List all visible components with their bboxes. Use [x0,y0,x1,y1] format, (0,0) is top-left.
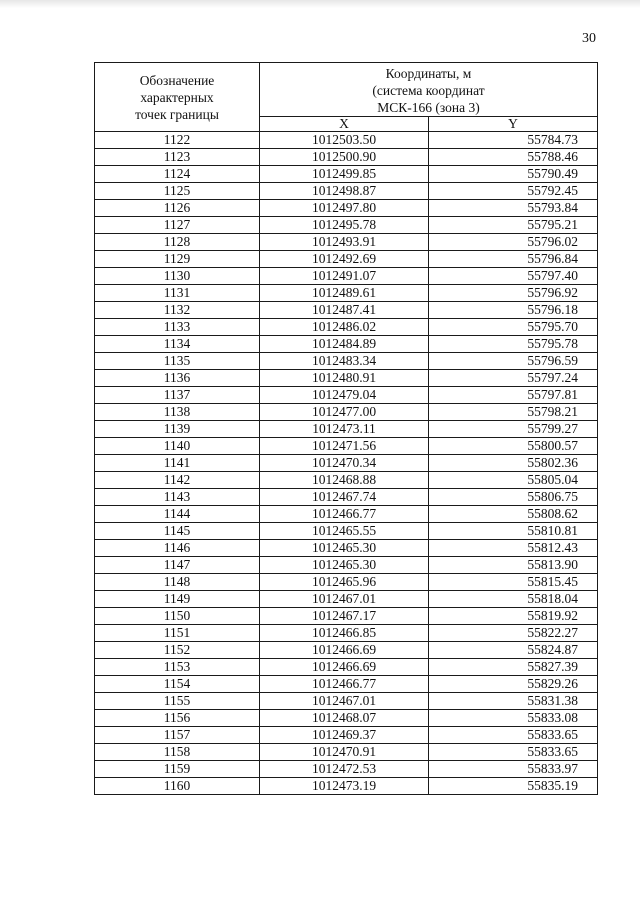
x-cell: 1012467.01 [260,693,429,710]
table-row [95,132,598,149]
point-cell: 1157 [95,727,260,744]
table-row [95,710,598,727]
coordinates-table [94,62,598,795]
table-row [95,149,598,166]
y-cell: 55833.65 [429,744,598,761]
table-header [95,63,598,132]
point-cell: 1152 [95,642,260,659]
y-cell: 55833.08 [429,710,598,727]
x-cell: 1012473.19 [260,778,429,795]
x-cell: 1012465.96 [260,574,429,591]
table-row [95,523,598,540]
y-cell: 55815.45 [429,574,598,591]
table-row [95,693,598,710]
point-cell: 1130 [95,268,260,285]
point-cell: 1158 [95,744,260,761]
x-cell: 1012467.74 [260,489,429,506]
header-x: X [260,117,429,132]
table-row [95,387,598,404]
table-body [95,132,598,795]
table-row [95,778,598,795]
table-row [95,268,598,285]
y-cell: 55797.24 [429,370,598,387]
scan-shadow [0,0,640,8]
x-cell: 1012503.50 [260,132,429,149]
point-cell: 1131 [95,285,260,302]
point-cell: 1138 [95,404,260,421]
point-cell: 1145 [95,523,260,540]
x-cell: 1012473.11 [260,421,429,438]
x-cell: 1012477.00 [260,404,429,421]
y-cell: 55810.81 [429,523,598,540]
x-cell: 1012468.07 [260,710,429,727]
table-row [95,302,598,319]
y-cell: 55796.02 [429,234,598,251]
table-row [95,251,598,268]
x-cell: 1012486.02 [260,319,429,336]
table-row [95,404,598,421]
y-cell: 55793.84 [429,200,598,217]
y-cell: 55822.27 [429,625,598,642]
x-cell: 1012492.69 [260,251,429,268]
table-row [95,744,598,761]
table-row [95,217,598,234]
table-row [95,319,598,336]
x-cell: 1012500.90 [260,149,429,166]
point-cell: 1128 [95,234,260,251]
y-cell: 55796.84 [429,251,598,268]
x-cell: 1012470.91 [260,744,429,761]
y-cell: 55784.73 [429,132,598,149]
point-cell: 1126 [95,200,260,217]
table-row [95,608,598,625]
x-cell: 1012466.69 [260,659,429,676]
table-row [95,506,598,523]
x-cell: 1012497.80 [260,200,429,217]
point-cell: 1123 [95,149,260,166]
table-row [95,676,598,693]
y-cell: 55796.18 [429,302,598,319]
x-cell: 1012479.04 [260,387,429,404]
x-cell: 1012491.07 [260,268,429,285]
table-row [95,625,598,642]
table-row [95,659,598,676]
y-cell: 55829.26 [429,676,598,693]
y-cell: 55812.43 [429,540,598,557]
point-cell: 1127 [95,217,260,234]
x-cell: 1012465.55 [260,523,429,540]
point-cell: 1142 [95,472,260,489]
x-cell: 1012480.91 [260,370,429,387]
table-row [95,761,598,778]
x-cell: 1012483.34 [260,353,429,370]
y-cell: 55792.45 [429,183,598,200]
header-coordinates: Координаты, м (система координат МСК-166 (зона 3) [260,63,598,117]
y-cell: 55802.36 [429,455,598,472]
table-row [95,727,598,744]
table-row [95,642,598,659]
y-cell: 55835.19 [429,778,598,795]
table-row [95,183,598,200]
x-cell: 1012466.77 [260,506,429,523]
point-cell: 1141 [95,455,260,472]
point-cell: 1160 [95,778,260,795]
x-cell: 1012472.53 [260,761,429,778]
point-cell: 1140 [95,438,260,455]
point-cell: 1147 [95,557,260,574]
point-cell: 1150 [95,608,260,625]
y-cell: 55824.87 [429,642,598,659]
point-cell: 1156 [95,710,260,727]
table-row [95,166,598,183]
table-row [95,574,598,591]
y-cell: 55827.39 [429,659,598,676]
table-row [95,455,598,472]
header-row [95,63,598,117]
x-cell: 1012470.34 [260,455,429,472]
y-cell: 55833.65 [429,727,598,744]
x-cell: 1012487.41 [260,302,429,319]
y-cell: 55797.81 [429,387,598,404]
y-cell: 55813.90 [429,557,598,574]
x-cell: 1012468.88 [260,472,429,489]
x-cell: 1012489.61 [260,285,429,302]
y-cell: 55797.40 [429,268,598,285]
point-cell: 1155 [95,693,260,710]
page-number: 30 [582,31,596,46]
point-cell: 1149 [95,591,260,608]
point-cell: 1125 [95,183,260,200]
x-cell: 1012498.87 [260,183,429,200]
y-cell: 55795.70 [429,319,598,336]
x-cell: 1012493.91 [260,234,429,251]
table-row [95,438,598,455]
x-cell: 1012484.89 [260,336,429,353]
table-row [95,353,598,370]
point-cell: 1135 [95,353,260,370]
y-cell: 55795.78 [429,336,598,353]
y-cell: 55798.21 [429,404,598,421]
y-cell: 55833.97 [429,761,598,778]
point-cell: 1129 [95,251,260,268]
point-cell: 1136 [95,370,260,387]
point-cell: 1143 [95,489,260,506]
point-cell: 1159 [95,761,260,778]
x-cell: 1012495.78 [260,217,429,234]
x-cell: 1012465.30 [260,557,429,574]
x-cell: 1012469.37 [260,727,429,744]
y-cell: 55819.92 [429,608,598,625]
y-cell: 55796.92 [429,285,598,302]
table-row [95,370,598,387]
point-cell: 1154 [95,676,260,693]
y-cell: 55796.59 [429,353,598,370]
table-row [95,200,598,217]
y-cell: 55806.75 [429,489,598,506]
y-cell: 55795.21 [429,217,598,234]
table-row [95,489,598,506]
point-cell: 1146 [95,540,260,557]
point-cell: 1139 [95,421,260,438]
header-point-designation: Обозначение характерных точек границы [95,63,260,132]
point-cell: 1137 [95,387,260,404]
y-cell: 55808.62 [429,506,598,523]
x-cell: 1012499.85 [260,166,429,183]
table-row [95,234,598,251]
x-cell: 1012466.85 [260,625,429,642]
y-cell: 55805.04 [429,472,598,489]
x-cell: 1012471.56 [260,438,429,455]
x-cell: 1012466.77 [260,676,429,693]
point-cell: 1122 [95,132,260,149]
table-row [95,591,598,608]
table-row [95,336,598,353]
y-cell: 55799.27 [429,421,598,438]
point-cell: 1133 [95,319,260,336]
x-cell: 1012467.01 [260,591,429,608]
table-row [95,421,598,438]
y-cell: 55800.57 [429,438,598,455]
point-cell: 1134 [95,336,260,353]
y-cell: 55818.04 [429,591,598,608]
table-row [95,557,598,574]
y-cell: 55790.49 [429,166,598,183]
x-cell: 1012466.69 [260,642,429,659]
point-cell: 1132 [95,302,260,319]
y-cell: 55788.46 [429,149,598,166]
x-cell: 1012465.30 [260,540,429,557]
table-row [95,285,598,302]
point-cell: 1151 [95,625,260,642]
table-row [95,472,598,489]
point-cell: 1148 [95,574,260,591]
point-cell: 1153 [95,659,260,676]
point-cell: 1144 [95,506,260,523]
y-cell: 55831.38 [429,693,598,710]
header-y: Y [429,117,598,132]
point-cell: 1124 [95,166,260,183]
x-cell: 1012467.17 [260,608,429,625]
table-row [95,540,598,557]
